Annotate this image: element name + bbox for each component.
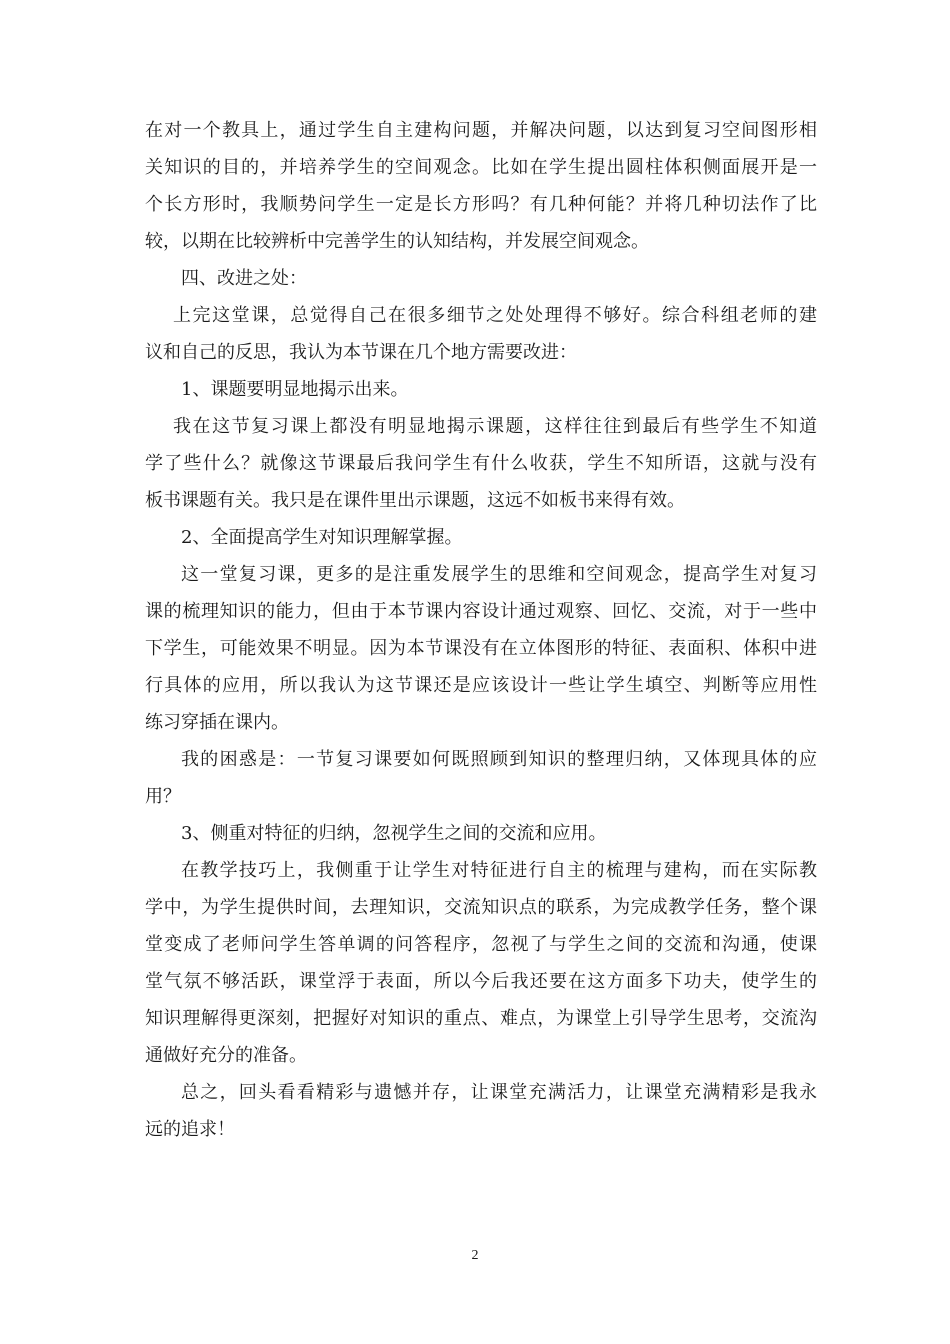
paragraph-line: 我的困惑是：一节复习课要如何既照顾到知识的整理归纳，又体现具体的应 [181, 749, 817, 770]
paragraph-line: 下学生，可能效果不明显。因为本节课没有在立体图形的特征、表面积、体积中进 [145, 638, 817, 659]
paragraph-line: 在对一个教具上，通过学生自主建构问题，并解决问题，以达到复习空间图形相 [145, 120, 817, 141]
paragraph-line: 较，以期在比较辨析中完善学生的认知结构，并发展空间观念。 [145, 231, 649, 252]
subsection-heading: 3、侧重对特征的归纳，忽视学生之间的交流和应用。 [181, 823, 607, 844]
paragraph-line: 远的追求！ [145, 1119, 235, 1140]
paragraph-line: 在教学技巧上，我侧重于让学生对特征进行自主的梳理与建构，而在实际教 [181, 860, 817, 881]
paragraph-line: 用？ [145, 786, 181, 807]
section-heading: 四、改进之处： [181, 268, 307, 289]
paragraph-line: 学中，为学生提供时间，去理知识，交流知识点的联系，为完成教学任务，整个课 [145, 897, 817, 918]
paragraph-line: 板书课题有关。我只是在课件里出示课题，这远不如板书来得有效。 [145, 490, 685, 511]
paragraph-line: 通做好充分的准备。 [145, 1045, 307, 1066]
paragraph-line: 学了些什么？就像这节课最后我问学生有什么收获，学生不知所语，这就与没有 [145, 453, 817, 474]
paragraph-line: 这一堂复习课，更多的是注重发展学生的思维和空间观念，提高学生对复习 [181, 564, 817, 585]
paragraph-line: 知识理解得更深刻，把握好对知识的重点、难点，为课堂上引导学生思考，交流沟 [145, 1008, 817, 1029]
subsection-heading: 1、课题要明显地揭示出来。 [181, 379, 409, 400]
paragraph-line: 堂变成了老师问学生答单调的问答程序，忽视了与学生之间的交流和沟通，使课 [145, 934, 817, 955]
paragraph-line: 个长方形时，我顺势问学生一定是长方形吗？有几种何能？并将几种切法作了比 [145, 194, 817, 215]
page-number: 2 [471, 1248, 479, 1263]
paragraph-line: 上完这堂课，总觉得自己在很多细节之处处理得不够好。综合科组老师的建 [173, 305, 817, 326]
paragraph-line: 堂气氛不够活跃，课堂浮于表面，所以今后我还要在这方面多下功夫，使学生的 [145, 971, 817, 992]
paragraph-line: 课的梳理知识的能力，但由于本节课内容设计通过观察、回忆、交流，对于一些中 [145, 601, 817, 622]
subsection-heading: 2、全面提高学生对知识理解掌握。 [181, 527, 463, 548]
document-body [145, 112, 817, 1148]
paragraph-line: 总之，回头看看精彩与遗憾并存，让课堂充满活力，让课堂充满精彩是我永 [181, 1082, 817, 1103]
paragraph-line: 我在这节复习课上都没有明显地揭示课题，这样往往到最后有些学生不知道 [173, 416, 817, 437]
paragraph-line: 关知识的目的，并培养学生的空间观念。比如在学生提出圆柱体积侧面展开是一 [145, 157, 817, 178]
paragraph-line: 行具体的应用，所以我认为这节课还是应该设计一些让学生填空、判断等应用性 [145, 675, 817, 696]
paragraph-line: 练习穿插在课内。 [145, 712, 289, 733]
paragraph-line: 议和自己的反思，我认为本节课在几个地方需要改进： [145, 342, 577, 363]
